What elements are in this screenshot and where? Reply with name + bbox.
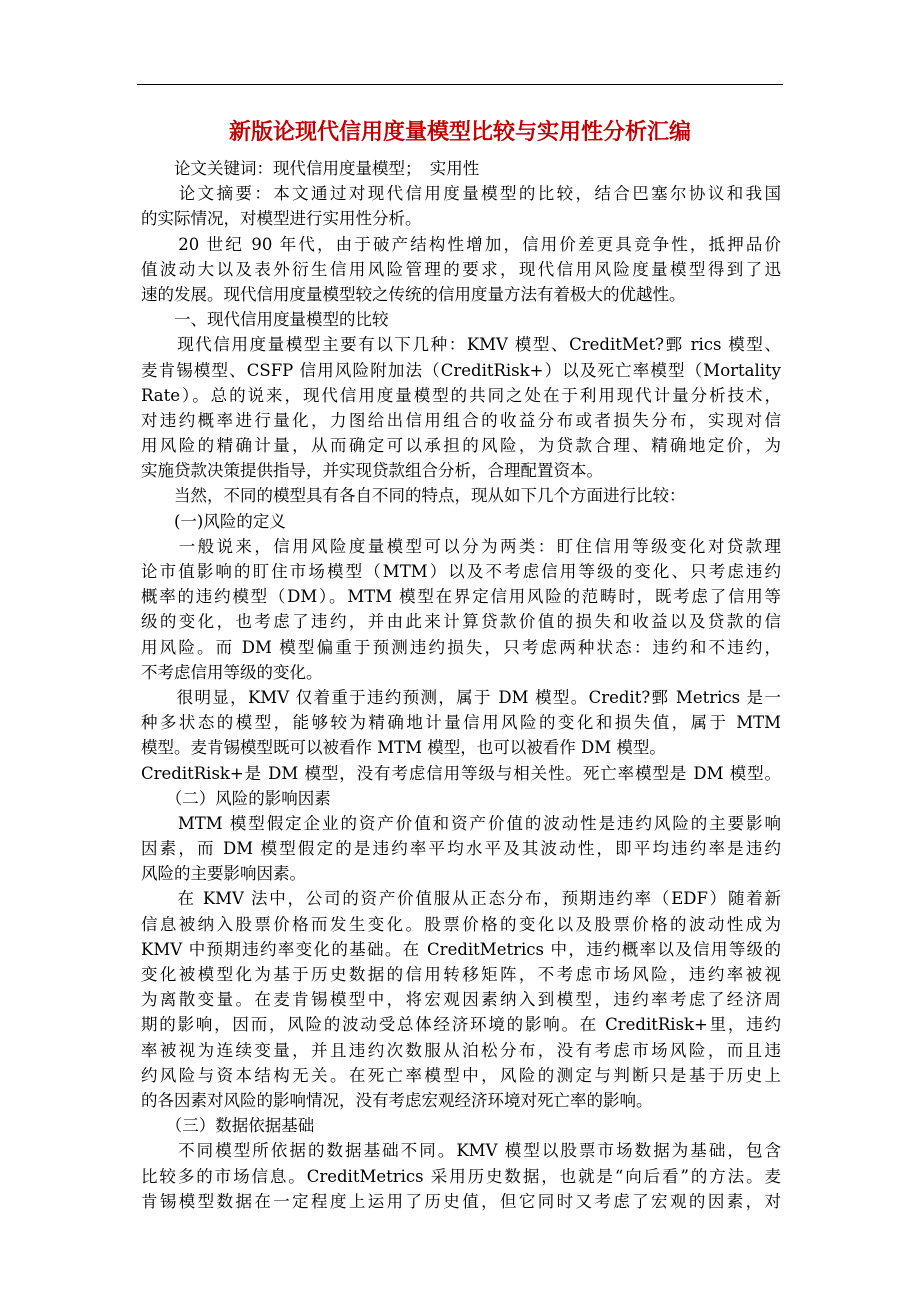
body-text-line: 级的变化，也考虑了违约，并由此来计算贷款价值的损失和收益以及贷款的信 [141, 612, 781, 632]
body-text-line: 的各因素对风险的影响情况，没有考虑宏观经济环境对死亡率的影响。 [141, 1090, 653, 1110]
body-text-line: 现代信用度量模型主要有以下几种：KMV 模型、CreditMet?鄄 rics 模型、 [141, 335, 781, 355]
body-text-line: 当然，不同的模型具有各自不同的特点，现从如下几个方面进行比较： [141, 486, 686, 506]
body-text-line: 期的影响，因而，风险的波动受总体经济环境的影响。在 CreditRisk+里，违约 [141, 1015, 781, 1035]
body-text-line: 变化被模型化为基于历史数据的信用转移矩阵，不考虑市场风险，违约率被视 [141, 965, 781, 984]
body-text-line: 肯锡模型数据在一定程度上运用了历史值，但它同时又考虑了宏观的因素，对 [141, 1191, 781, 1211]
body-text-line: 在 KMV 法中，公司的资产价值服从正态分布，预期违约率（EDF）随着新 [141, 889, 781, 909]
body-text-line: Rate）。总的说来，现代信用度量模型的共同之处在于利用现代计量分析技术， [141, 385, 781, 405]
header-rule [137, 84, 783, 85]
body-text-line: 用风险的精确计量，从而确定可以承担的风险，为贷款合理、精确地定价，为 [141, 436, 781, 456]
body-text-line: CreditRisk+是 DM 模型，没有考虑信用等级与相关性。死亡率模型是 DM 模型。 [141, 763, 781, 783]
body-text-line: 论市值影响的盯住市场模型（MTM）以及不考虑信用等级的变化、只考虑违约 [141, 562, 781, 581]
body-text-line: 论文关键词：现代信用度量模型； 实用性 [141, 159, 480, 178]
body-text-line: 对违约概率进行量化，力图给出信用组合的收益分布或者损失分布，实现对信 [141, 410, 781, 430]
body-text-line: 论文摘要：本文通过对现代信用度量模型的比较，结合巴塞尔协议和我国 [141, 184, 781, 204]
body-text-line: 不同模型所依据的数据基础不同。KMV 模型以股票市场数据为基础，包含 [141, 1141, 781, 1161]
body-text-line: 种多状态的模型，能够较为精确地计量信用风险的变化和损失值，属于 MTM [141, 713, 781, 733]
body-text-line: 实施贷款决策提供指导，并实现贷款组合分析，合理配置资本。 [141, 461, 603, 481]
body-text-line: 比较多的市场信息。CreditMetrics 采用历史数据，也就是“向后看”的方法。麦 [141, 1166, 781, 1186]
body-text-line: 速的发展。现代信用度量模型较之传统的信用度量方法有着极大的优越性。 [141, 284, 686, 304]
body-text-line: （二）风险的影响因素 [141, 788, 331, 808]
body-text-line: 值波动大以及表外衍生信用风险管理的要求，现代信用风险度量模型得到了迅 [141, 259, 781, 279]
body-text-line: MTM 模型假定企业的资产价值和资产价值的波动性是违约风险的主要影响 [141, 813, 781, 833]
body-text-line: 概率的违约模型（DM）。MTM 模型在界定信用风险的范畴时，既考虑了信用等 [141, 587, 781, 607]
body-text-line: 用风险。而 DM 模型偏重于预测违约损失，只考虑两种状态：违约和不违约， [141, 637, 781, 657]
body-text-line: 一般说来，信用风险度量模型可以分为两类：盯住信用等级变化对贷款理 [141, 536, 781, 556]
body-text-line: 模型。麦肯锡模型既可以被看作 MTM 模型，也可以被看作 DM 模型。 [141, 738, 666, 758]
body-text-line: KMV 中预期违约率变化的基础。在 CreditMetrics 中，违约概率以及信用等级的 [141, 939, 781, 959]
body-text-line: 的实际情况，对模型进行实用性分析。 [141, 209, 422, 229]
body-text-line: 约风险与资本结构无关。在死亡率模型中，风险的测定与判断只是基于历史上 [141, 1065, 781, 1085]
body-text-line: 麦肯锡模型、CSFP 信用风险附加法（CreditRisk+）以及死亡率模型（Mortality [141, 360, 781, 380]
body-text-line: 不考虑信用等级的变化。 [141, 662, 323, 682]
body-text-line: 因素，而 DM 模型假定的是违约率平均水平及其波动性，即平均违约率是违约 [141, 839, 781, 859]
document-title: 新版论现代信用度量模型比较与实用性分析汇编 [228, 120, 691, 145]
body-text-line: 20 世纪 90 年代，由于破产结构性增加，信用价差更具竞争性，抵押品价 [141, 234, 781, 254]
body-text-line: 为离散变量。在麦肯锡模型中，将宏观因素纳入到模型，违约率考虑了经济周 [141, 990, 781, 1010]
document-body [141, 156, 781, 1214]
body-text-line: 信息被纳入股票价格而发生变化。股票价格的变化以及股票价格的波动性成为 [141, 914, 781, 934]
body-text-line: （三）数据依据基础 [141, 1116, 315, 1136]
body-text-line: 率被视为连续变量，并且违约次数服从泊松分布，没有考虑市场风险，而且违 [141, 1040, 781, 1060]
body-text-line: (一)风险的定义 [141, 511, 286, 531]
body-text-line: 一、现代信用度量模型的比较 [141, 310, 389, 330]
body-text-line: 很明显，KMV 仅着重于违约预测，属于 DM 模型。Credit?鄄 Metrics 是一 [141, 687, 781, 707]
body-text-line: 风险的主要影响因素。 [141, 864, 306, 884]
